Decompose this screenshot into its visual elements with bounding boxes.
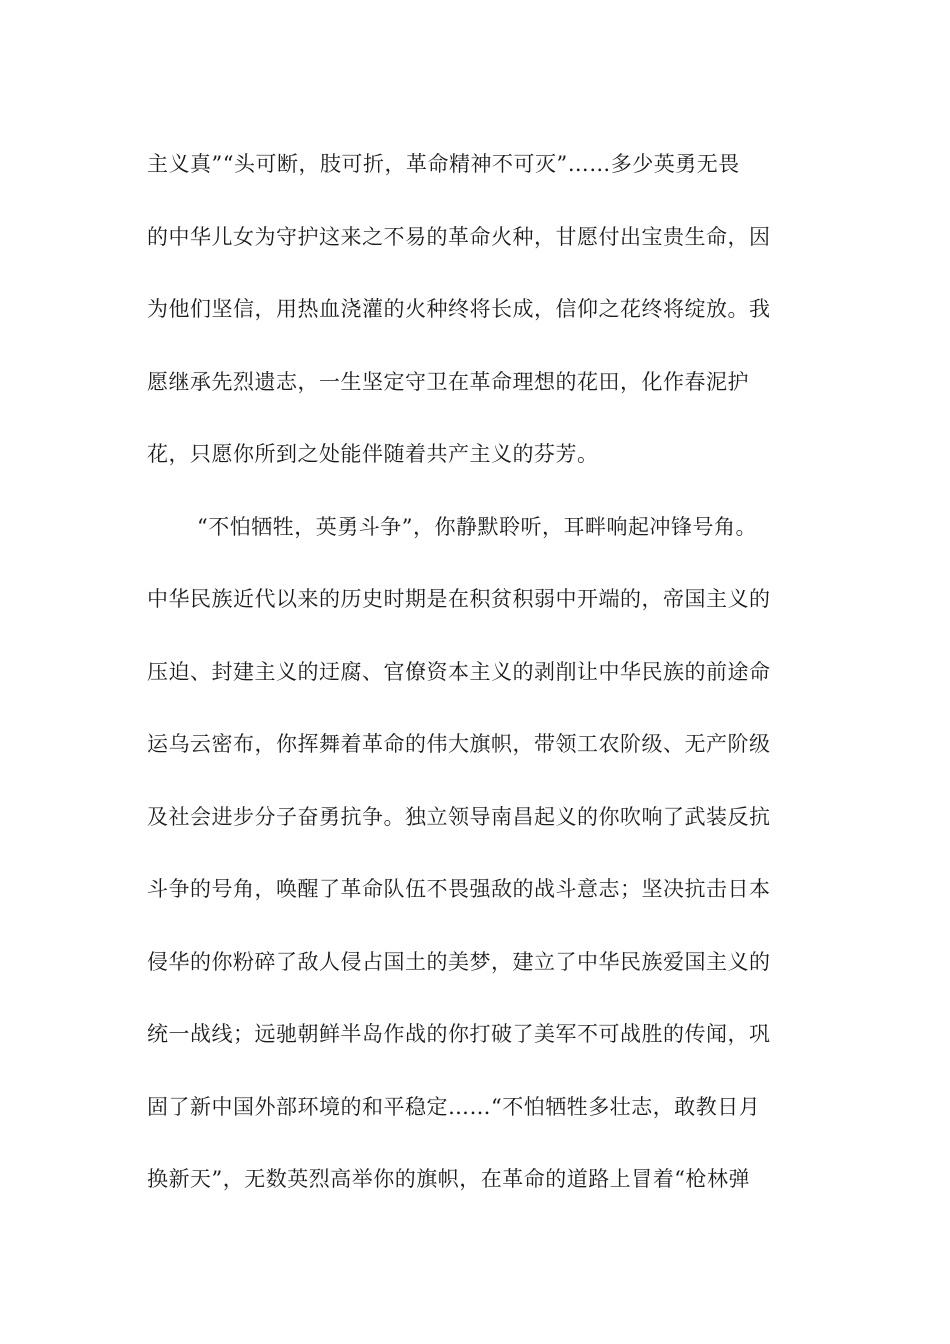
paragraph-start-line: “不怕牺牲，英勇斗争”，你静默聆听，耳畔响起冲锋号角。 <box>197 514 757 539</box>
text-line: 运乌云密布，你挥舞着革命的伟大旗帜，带领工农阶级、无产阶级 <box>147 732 771 756</box>
text-line: 侵华的你粉碎了敌人侵占国土的美梦，建立了中华民族爱国主义的 <box>147 949 771 974</box>
text-line: 的中华儿女为守护这来之不易的革命火种，甘愿付出宝贵生命，因 <box>147 224 771 249</box>
text-line: 主义真”“头可断，肢可折，革命精神不可灭”……多少英勇无畏 <box>147 152 740 176</box>
text-line: 固了新中国外部环境的和平稳定……“不怕牺牲多壮志，敢教日月 <box>147 1094 761 1119</box>
text-line: 斗争的号角，唤醒了革命队伍不畏强敌的战斗意志；坚决抗击日本 <box>147 877 771 901</box>
text-line: 压迫、封建主义的迂腐、官僚资本主义的剥削让中华民族的前途命 <box>147 659 771 684</box>
text-line: 换新天”，无数英烈高举你的旗帜，在革命的道路上冒着“枪林弹 <box>147 1167 750 1191</box>
text-line: 愿继承先烈遗志，一生坚定守卫在革命理想的花田，化作春泥护 <box>147 369 749 394</box>
text-line: 统一战线；远驰朝鲜半岛作战的你打破了美军不可战胜的传闻，巩 <box>147 1022 771 1046</box>
body-text <box>147 128 797 1216</box>
text-line: 中华民族近代以来的历史时期是在积贫积弱中开端的，帝国主义的 <box>147 587 771 611</box>
text-line: 花，只愿你所到之处能伴随着共产主义的芬芳。 <box>147 442 599 466</box>
text-line: 及社会进步分子奋勇抗争。独立领导南昌起义的你吹响了武装反抗 <box>147 804 771 829</box>
text-line: 为他们坚信，用热血浇灌的火种终将长成，信仰之花终将绽放。我 <box>147 297 771 321</box>
